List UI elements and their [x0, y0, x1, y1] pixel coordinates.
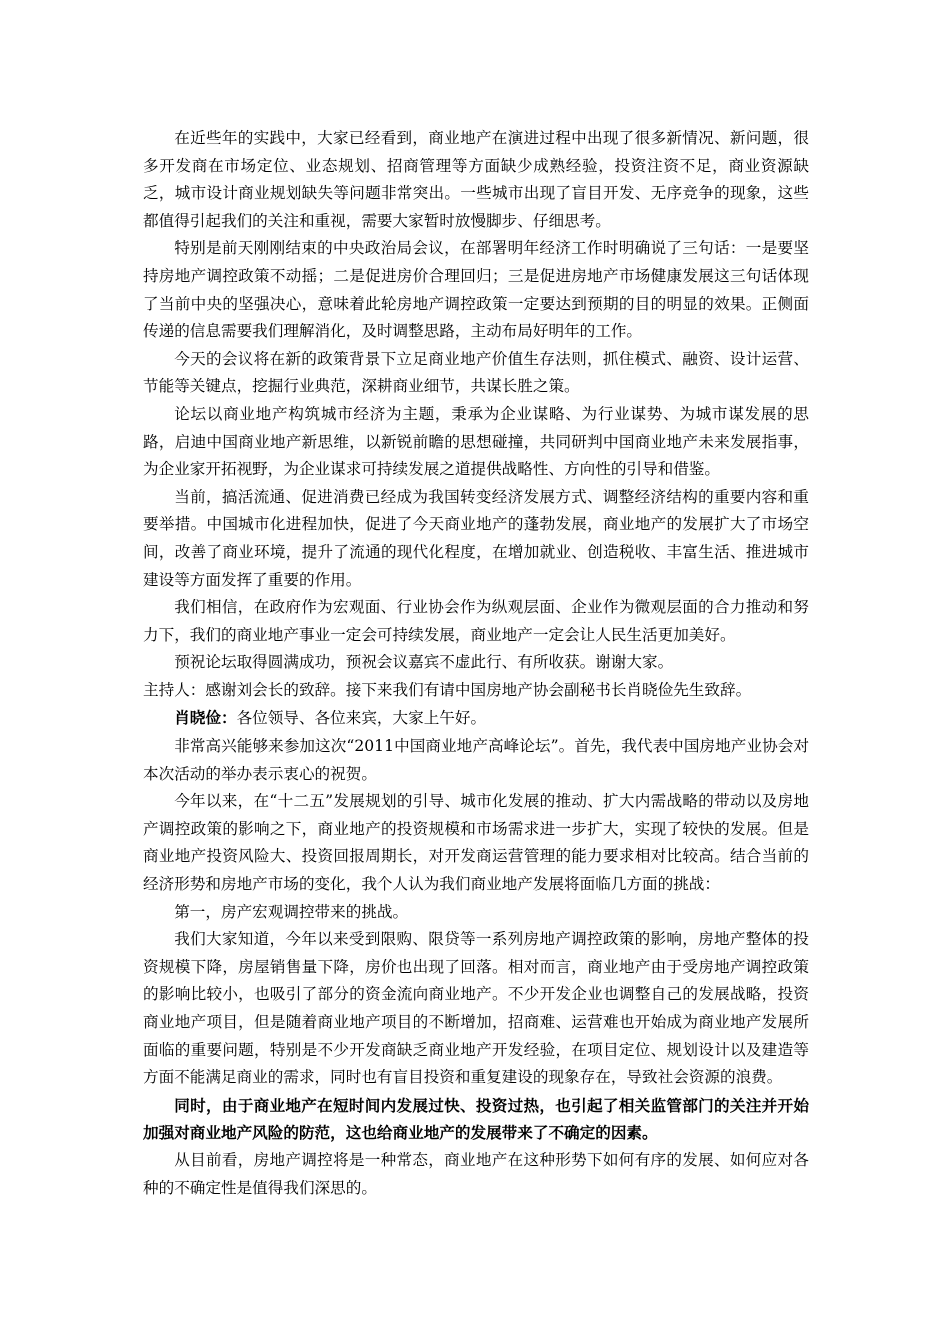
- paragraph: 当前，搞活流通、促进消费已经成为我国转变经济发展方式、调整经济结构的重要内容和重要举措。中国城市化进程加快，促进了今天商业地产的蓬勃发展，商业地产的发展扩大了市场空间，改善了商业环境，提升了流通的现代化程度，在增加就业、创造税收、丰富生活、推进城市建设等方面发挥了重要的作用。: [143, 487, 809, 589]
- speaker-greeting: 各位领导、各位来宾，大家上午好。: [236, 709, 487, 728]
- host-line: 主持人：感谢刘会长的致辞。接下来我们有请中国房地产协会副秘书长肖晓俭先生致辞。: [143, 680, 752, 699]
- paragraph: 我们大家知道，今年以来受到限购、限贷等一系列房地产调控政策的影响，房地产整体的投资规模下降，房屋销售量下降，房价也出现了回落。相对而言，商业地产由于受房地产调控政策的影响比较小，也吸引了部分的资金流向商业地产。不少开发企业也调整自己的发展战略，投资商业地产项目，但是随着商业地产项目的不断增加，招商难、运营难也开始成为商业地产发展所面临的重要问题，特别是不少开发商缺乏商业地产开发经验，在项目定位、规划设计以及建造等方面不能满足商业的需求，同时也有盲目投资和重复建设的现象存在，导致社会资源的浪费。: [143, 930, 809, 1087]
- paragraph: 今天的会议将在新的政策背景下立足商业地产价值生存法则，抓住模式、融资、设计运营、节能等关键点，挖掘行业典范，深耕商业细节，共谋长胜之策。: [143, 349, 809, 396]
- bold-paragraph: 同时，由于商业地产在短时间内发展过快、投资过热，也引起了相关监管部门的关注并开始加强对商业地产风险的防范，这也给商业地产的发展带来了不确定的因素。: [143, 1095, 809, 1143]
- paragraph: 预祝论坛取得圆满成功，预祝会议嘉宾不虚此行、有所收获。谢谢大家。: [174, 653, 674, 672]
- document-page: [143, 125, 809, 1202]
- paragraph: 我们相信，在政府作为宏观面、行业协会作为纵观层面、企业作为微观层面的合力推动和努力下，我们的商业地产事业一定会可持续发展，商业地产一定会让人民生活更加美好。: [143, 598, 809, 644]
- paragraph: 在近些年的实践中，大家已经看到，商业地产在演进过程中出现了很多新情况、新问题，很多开发商在市场定位、业态规划、招商管理等方面缺少成熟经验，投资注资不足，商业资源缺乏，城市设计商业规划缺失等问题非常突出。一些城市出现了盲目开发、无序竞争的现象，这些都值得引起我们的关注和重视，需要大家暂时放慢脚步、仔细思考。: [143, 129, 809, 230]
- paragraph: 特别是前天刚刚结束的中央政治局会议，在部署明年经济工作时明确说了三句话：一是要坚持房地产调控政策不动摇；二是促进房价合理回归；三是促进房地产市场健康发展这三句话体现了当前中央的坚强决心，意味着此轮房地产调控政策一定要达到预期的目的明显的效果。正侧面传递的信息需要我们理解消化，及时调整思路，主动布局好明年的工作。: [143, 239, 809, 341]
- paragraph: 今年以来，在“十二五”发展规划的引导、城市化发展的推动、扩大内需战略的带动以及房地产调控政策的影响之下，商业地产的投资规模和市场需求进一步扩大，实现了较快的发展。但是商业地产投资风险大、投资回报周期长，对开发商运营管理的能力要求相对比较高。结合当前的经济形势和房地产市场的变化，我个人认为我们商业地产发展将面临几方面的挑战：: [143, 792, 809, 894]
- paragraph: 第一，房产宏观调控带来的挑战。: [174, 902, 409, 921]
- paragraph: 从目前看，房地产调控将是一种常态，商业地产在这种形势下如何有序的发展、如何应对各种的不确定性是值得我们深思的。: [143, 1150, 809, 1197]
- speaker-name: 肖晓俭：: [174, 708, 237, 728]
- paragraph: 论坛以商业地产构筑城市经济为主题，秉承为企业谋略、为行业谋势、为城市谋发展的思路，启迪中国商业地产新思维，以新锐前瞻的思想碰撞，共同研判中国商业地产未来发展指事，为企业家开拓视野，为企业谋求可持续发展之道提供战略性、方向性的引导和借鉴。: [143, 404, 809, 479]
- speaker-line: [143, 704, 809, 733]
- paragraph: 非常高兴能够来参加这次“2011中国商业地产高峰论坛”。首先，我代表中国房地产业协会对本次活动的举办表示衷心的祝贺。: [143, 737, 809, 783]
